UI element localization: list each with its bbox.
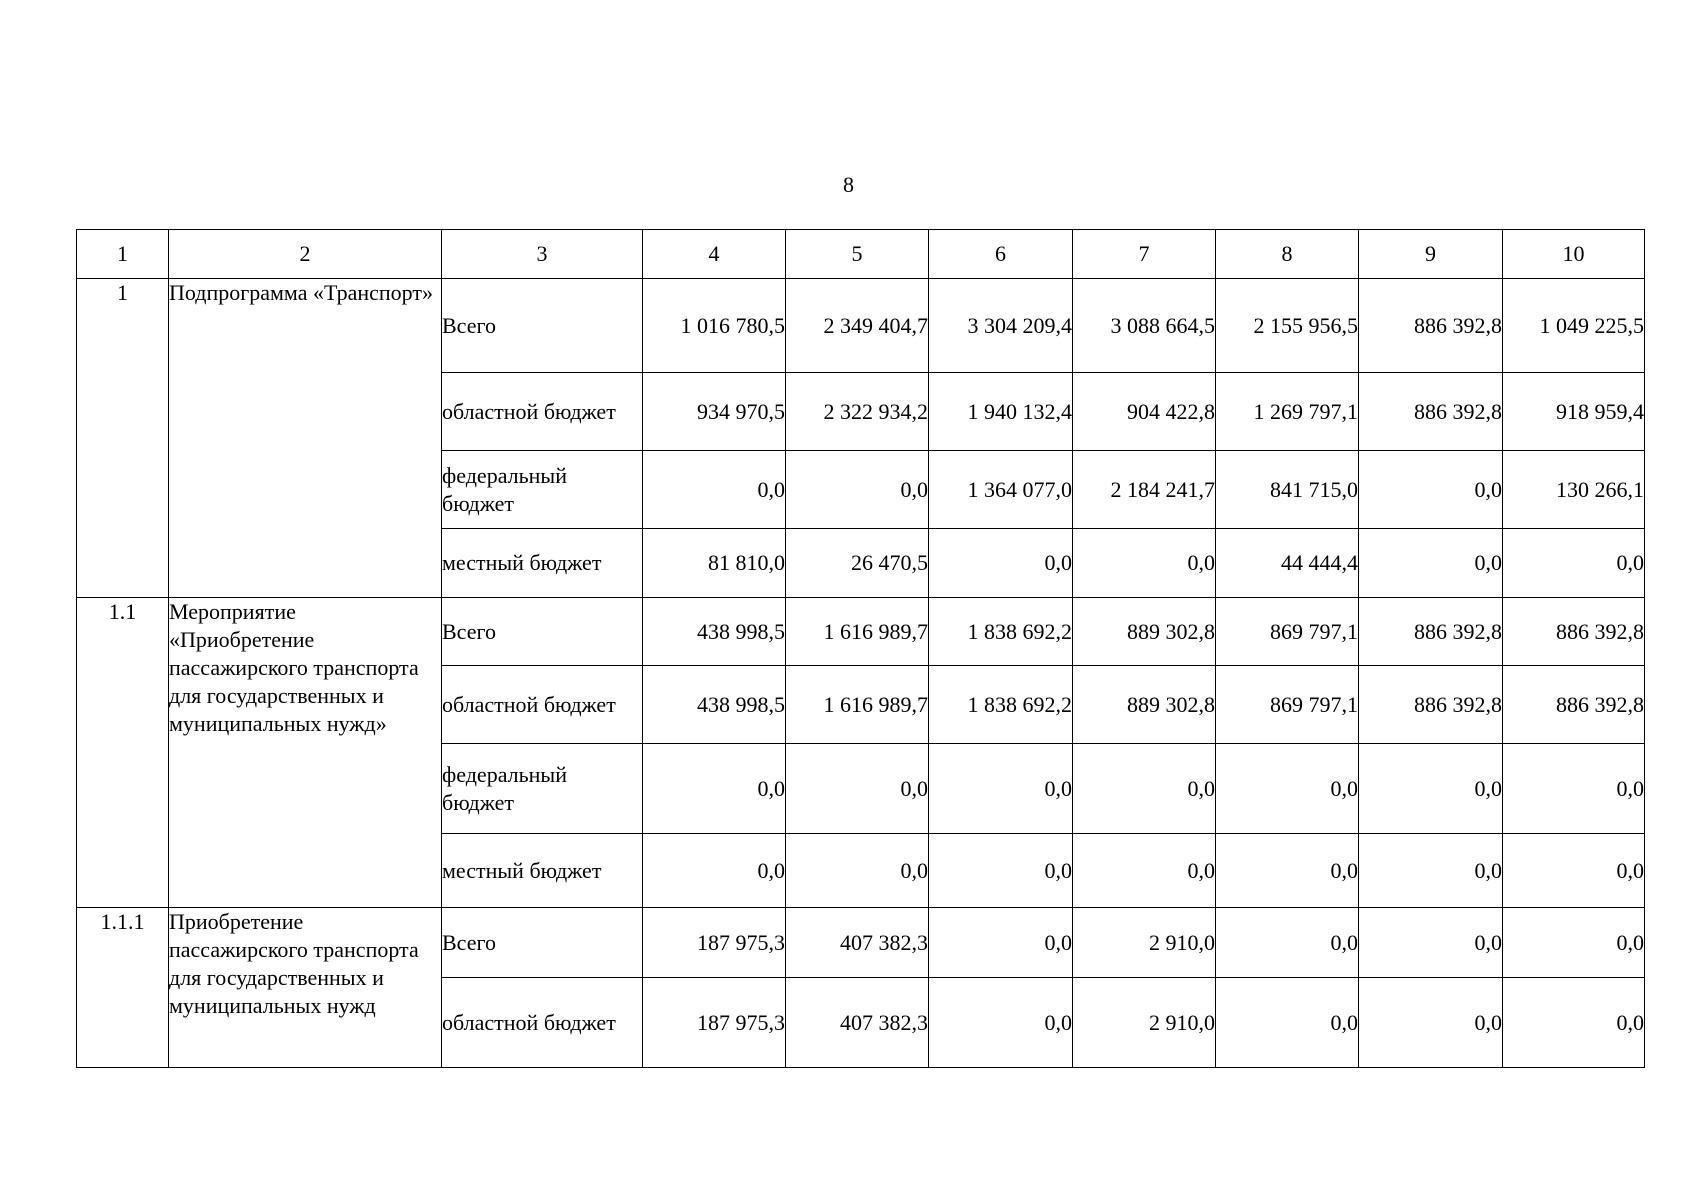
value-cell: 886 392,8 xyxy=(1503,598,1645,666)
value-cell: 0,0 xyxy=(1503,529,1645,598)
value-cell: 0,0 xyxy=(929,529,1073,598)
value-cell: 0,0 xyxy=(1359,529,1503,598)
value-cell: 2 910,0 xyxy=(1073,978,1216,1068)
value-cell: 889 302,8 xyxy=(1073,666,1216,744)
funding-source: Всего xyxy=(442,908,643,978)
value-cell: 0,0 xyxy=(643,834,786,908)
value-cell: 869 797,1 xyxy=(1216,666,1359,744)
value-cell: 0,0 xyxy=(1216,834,1359,908)
funding-source: Всего xyxy=(442,279,643,373)
value-cell: 0,0 xyxy=(1073,834,1216,908)
value-cell: 1 616 989,7 xyxy=(786,598,929,666)
item-number: 1.1.1 xyxy=(77,908,169,1068)
value-cell: 0,0 xyxy=(1503,978,1645,1068)
value-cell: 889 302,8 xyxy=(1073,598,1216,666)
value-cell: 1 049 225,5 xyxy=(1503,279,1645,373)
value-cell: 0,0 xyxy=(643,744,786,834)
value-cell: 886 392,8 xyxy=(1359,598,1503,666)
value-cell: 0,0 xyxy=(1359,978,1503,1068)
value-cell: 0,0 xyxy=(929,908,1073,978)
value-cell: 0,0 xyxy=(929,978,1073,1068)
header-row xyxy=(77,230,1645,279)
value-cell: 0,0 xyxy=(929,744,1073,834)
value-cell: 0,0 xyxy=(1359,451,1503,529)
value-cell: 0,0 xyxy=(1216,744,1359,834)
value-cell: 2 184 241,7 xyxy=(1073,451,1216,529)
value-cell: 26 470,5 xyxy=(786,529,929,598)
item-number: 1.1 xyxy=(77,598,169,908)
value-cell: 3 304 209,4 xyxy=(929,279,1073,373)
column-header: 10 xyxy=(1503,230,1645,279)
value-cell: 81 810,0 xyxy=(643,529,786,598)
value-cell: 1 016 780,5 xyxy=(643,279,786,373)
funding-source: областной бюджет xyxy=(442,666,643,744)
column-header: 3 xyxy=(442,230,643,279)
value-cell: 1 838 692,2 xyxy=(929,666,1073,744)
value-cell: 0,0 xyxy=(1503,908,1645,978)
value-cell: 0,0 xyxy=(1359,834,1503,908)
item-name: Мероприятие «Приобретение пассажирского транспорта для государственных и муниципальных нужд» xyxy=(169,598,442,908)
item-number: 1 xyxy=(77,279,169,598)
value-cell: 44 444,4 xyxy=(1216,529,1359,598)
value-cell: 0,0 xyxy=(786,744,929,834)
column-header: 4 xyxy=(643,230,786,279)
value-cell: 0,0 xyxy=(1503,834,1645,908)
value-cell: 0,0 xyxy=(1073,529,1216,598)
value-cell: 904 422,8 xyxy=(1073,373,1216,451)
value-cell: 438 998,5 xyxy=(643,598,786,666)
budget-table xyxy=(76,229,1645,1068)
value-cell: 187 975,3 xyxy=(643,978,786,1068)
value-cell: 0,0 xyxy=(929,834,1073,908)
value-cell: 407 382,3 xyxy=(786,908,929,978)
value-cell: 407 382,3 xyxy=(786,978,929,1068)
value-cell: 0,0 xyxy=(786,451,929,529)
column-header: 7 xyxy=(1073,230,1216,279)
funding-source: областной бюджет xyxy=(442,373,643,451)
value-cell: 869 797,1 xyxy=(1216,598,1359,666)
funding-source: федеральный бюджет xyxy=(442,451,643,529)
funding-source: местный бюджет xyxy=(442,834,643,908)
value-cell: 2 349 404,7 xyxy=(786,279,929,373)
value-cell: 0,0 xyxy=(1359,908,1503,978)
value-cell: 886 392,8 xyxy=(1359,666,1503,744)
column-header: 8 xyxy=(1216,230,1359,279)
column-header: 6 xyxy=(929,230,1073,279)
value-cell: 1 616 989,7 xyxy=(786,666,929,744)
value-cell: 1 940 132,4 xyxy=(929,373,1073,451)
value-cell: 1 838 692,2 xyxy=(929,598,1073,666)
value-cell: 0,0 xyxy=(643,451,786,529)
value-cell: 3 088 664,5 xyxy=(1073,279,1216,373)
value-cell: 0,0 xyxy=(786,834,929,908)
value-cell: 2 322 934,2 xyxy=(786,373,929,451)
value-cell: 886 392,8 xyxy=(1359,279,1503,373)
table-row xyxy=(77,908,1645,978)
value-cell: 187 975,3 xyxy=(643,908,786,978)
item-name: Приобретение пассажирского транспорта для государственных и муниципальных нужд xyxy=(169,908,442,1068)
value-cell: 934 970,5 xyxy=(643,373,786,451)
value-cell: 130 266,1 xyxy=(1503,451,1645,529)
value-cell: 918 959,4 xyxy=(1503,373,1645,451)
column-header: 5 xyxy=(786,230,929,279)
value-cell: 841 715,0 xyxy=(1216,451,1359,529)
value-cell: 886 392,8 xyxy=(1503,666,1645,744)
value-cell: 0,0 xyxy=(1216,978,1359,1068)
page-number: 8 xyxy=(843,172,854,197)
value-cell: 0,0 xyxy=(1359,744,1503,834)
value-cell: 0,0 xyxy=(1216,908,1359,978)
column-header: 2 xyxy=(169,230,442,279)
funding-source: федеральный бюджет xyxy=(442,744,643,834)
value-cell: 1 364 077,0 xyxy=(929,451,1073,529)
value-cell: 2 910,0 xyxy=(1073,908,1216,978)
value-cell: 438 998,5 xyxy=(643,666,786,744)
column-header: 9 xyxy=(1359,230,1503,279)
column-header: 1 xyxy=(77,230,169,279)
value-cell: 886 392,8 xyxy=(1359,373,1503,451)
value-cell: 2 155 956,5 xyxy=(1216,279,1359,373)
funding-source: местный бюджет xyxy=(442,529,643,598)
value-cell: 0,0 xyxy=(1073,744,1216,834)
funding-source: Всего xyxy=(442,598,643,666)
funding-source: областной бюджет xyxy=(442,978,643,1068)
value-cell: 1 269 797,1 xyxy=(1216,373,1359,451)
item-name: Подпрограмма «Транспорт» xyxy=(169,279,442,598)
table-row xyxy=(77,598,1645,666)
table-row xyxy=(77,279,1645,373)
value-cell: 0,0 xyxy=(1503,744,1645,834)
